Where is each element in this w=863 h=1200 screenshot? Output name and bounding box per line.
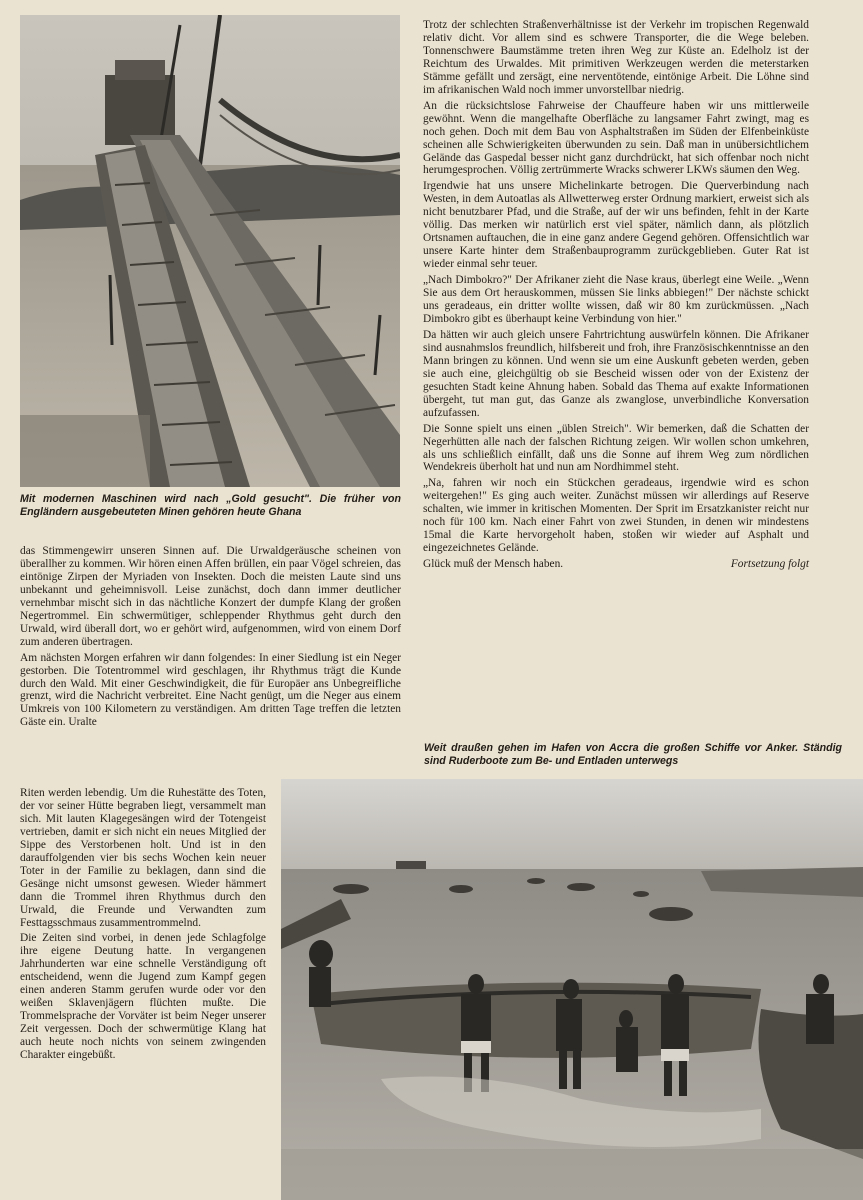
- paragraph: Irgendwie hat uns unsere Michelinkarte betrogen. Die Querverbindung nach Westen, in dem Autoatlas als Allwetterweg erster Ordnung markiert, erweist sich als nicht benutzbarer Pfad, und die Straße, auf der wir uns befinden, fehlt in der Karte völlig. Das merken wir natürlich erst viel später, nämlich dann, als plötzlich Ortsnamen auftauchen, die in eine ganz andere Gegend gehören. Offensichtlich war unsere Karte hinter dem Straßenbauprogramm zurückgeblieben. Guter Rat ist wieder einmal sehr teuer.: [423, 180, 809, 271]
- top-photo-caption: [20, 493, 401, 520]
- paragraph: „Na, fahren wir noch ein Stückchen geradeaus, irgendwie wird es schon weitergehen!" Es ging auch weiter. Zunächst müssen wir allerdings auf Reserve schalten, wie immer in kritischen Momenten. Der Sprit im Ersatzkanister reicht nur noch für 100 km. Nach einer Fahrt von zwei Stunden, in denen wir mindestens 15mal die Karte hervorgeholt haben, stoßen wir wieder auf Asphalt und eingezeichnetes Gelände.: [423, 477, 809, 555]
- paragraph: Riten werden lebendig. Um die Ruhestätte des Toten, der vor seiner Hütte begraben liegt, versammelt man sich. Mit lauten Klagegesängen wird der Totengeist vertrieben, damit er sich nicht ein neues Mitglied der Sippe des Verstorbenen holt. Und ist in den darauffolgenden vier bis sechs Wochen kein neuer Toter in der Familie zu beklagen, dann sind die Gesänge nicht umsonst gewesen. Wieder hämmert dann die Trommel ihren Rhythmus durch den Urwald, die Freunde und Verwandten zum Festtagsschmaus zusammentrommelnd.: [20, 787, 266, 929]
- closing-row: [423, 558, 809, 571]
- paragraph: das Stimmengewirr unseren Sinnen auf. Die Urwaldgeräusche scheinen von überallher zu kommen. Wir hören einen Affen brüllen, ein paar Vögel schreien, das eintönige Zirpen der Myriaden von Insekten. Doch die meisten Laute sind uns unbekannt und geheimnisvoll. Leise zunächst, doch dann immer deutlicher vernehmbar mischt sich in das nächtliche Konzert der dumpfe Klang der großen Negertrommel. Ein schwermütiger, schleppender Rhythmus geht durch den Urwald, wird überall dort, wo er gehört wird, aufgenommen, wird von einem Dorf zum anderen übertragen.: [20, 545, 401, 648]
- paragraph: Da hätten wir auch gleich unsere Fahrtrichtung auswürfeln können. Die Afrikaner sind ausnahmslos freundlich, hilfsbereit und froh, ihre Französischkenntnisse an den Mann bringen zu können. Und wenn sie um eine Auskunft gebeten werden, geben sie auch eine, gleichgültig ob sie Bescheid wissen oder von der Existenz der gesuchten Stadt keine Ahnung haben. Sobald das Thema auf exakte Informationen übergeht, tut man gut, das Ganze als zwanglose, unverbindliche Konversation aufzufassen.: [423, 328, 809, 419]
- continued-note: Fortsetzung folgt: [730, 558, 809, 571]
- paragraph: Die Zeiten sind vorbei, in denen jede Schlagfolge ihre eigene Deutung hatte. In vergangenen Jahrhunderten war eine schnelle Verständigung oft entscheidend, wenn die Jugend zum Kampf gegen einen anderen Stamm gerufen wurde oder vor den weißen Sklavenjägern flüchten mußte. Die Trommelsprache der Vorväter ist beim Neger unserer Zeit vergessen. Doch der schwermütige Klang hat auch heute noch nichts von seinem zwingenden Charakter eingebüßt.: [20, 932, 266, 1062]
- gold-mine-photo: [20, 15, 400, 487]
- closing-line: Glück muß der Mensch haben.: [423, 558, 564, 571]
- accra-harbour-photo: [281, 779, 863, 1200]
- paragraph: Trotz der schlechten Straßenverhältnisse ist der Verkehr im tropischen Regenwald relativ dicht. Vor allem sind es schwere Transporter, die die Wege beleben. Tonnenschwere Baumstämme treten ihren Weg zur Küste an. Edelholz ist der Reichtum des Urwaldes. Mit primitiven Werkzeugen werden die meterstarken Stämme gefällt und zersägt, eine nerventötende, eintönige Arbeit. Die Löhne sind im afrikanischen Wald noch immer unvorstellbar niedrig.: [423, 19, 809, 96]
- left-text-column-upper: [20, 545, 401, 732]
- paragraph: An die rücksichtslose Fahrweise der Chauffeure haben wir uns mittlerweile gewöhnt. Wenn die mangelhafte Oberfläche zu langsamer Fahrt zwingt, mag es noch gehen. Doch mit dem Bau von Asphaltstraßen im Süden der Elfenbeinküste scheinen alle Schwierigkeiten überwunden zu sein. Daß man in unübersichtlichem Gelände das Gaspedal besser nicht ganz durchdrückt, hat sich offenbar noch nicht herumgesprochen. Völlig zertrümmerte Wracks schwerer LKWs säumen den Weg.: [423, 99, 809, 177]
- top-photo-caption-text: Mit modernen Maschinen wird nach „Gold gesucht". Die früher von Engländern ausgebeuteten Minen gehören heute Ghana: [20, 493, 401, 519]
- paragraph: „Nach Dimbokro?" Der Afrikaner zieht die Nase kraus, überlegt eine Weile. „Wenn Sie aus dem Ort herauskommen, müssen Sie links abbiegen!" Der nächste schickt uns geradeaus, ein dritter wollte wissen, daß wir 80 km zurückmüssen. „Nach Dimbokro gibt es überhaupt keine Verbindung von hier.": [423, 274, 809, 325]
- bottom-photo-caption: [424, 742, 842, 769]
- paragraph: Am nächsten Morgen erfahren wir dann folgendes: In einer Siedlung ist ein Neger gestorben. Die Totentrommel wird geschlagen, ihr Rhythmus trägt die Kunde durch den Wald. Mit einer Geschwindigkeit, die für Europäer ans Unbegreifliche grenzt, wird die Nachricht verbreitet. Eine Nacht genügt, um die Neger aus einem Umkreis von 100 Kilometern zu verständigen. Am dritten Tage treffen die letzten Gäste ein. Uralte: [20, 651, 401, 729]
- bottom-photo-caption-text: Weit draußen gehen im Hafen von Accra die großen Schiffe vor Anker. Ständig sind Ruderboote zum Be- und Entladen unterwegs: [424, 742, 842, 768]
- left-text-column-lower: [20, 787, 266, 1065]
- right-text-column: [423, 19, 809, 571]
- paragraph: Die Sonne spielt uns einen „üblen Streich". Wir bemerken, daß die Schatten der Negerhütten alle nach der falschen Richtung zeigen. Wir wollen schon umkehren, als uns schließlich einfällt, daß uns die Sonne auf ihrem Weg zum nördlichen Wendekreis überholt hat und nun am Nordhimmel steht.: [423, 422, 809, 474]
